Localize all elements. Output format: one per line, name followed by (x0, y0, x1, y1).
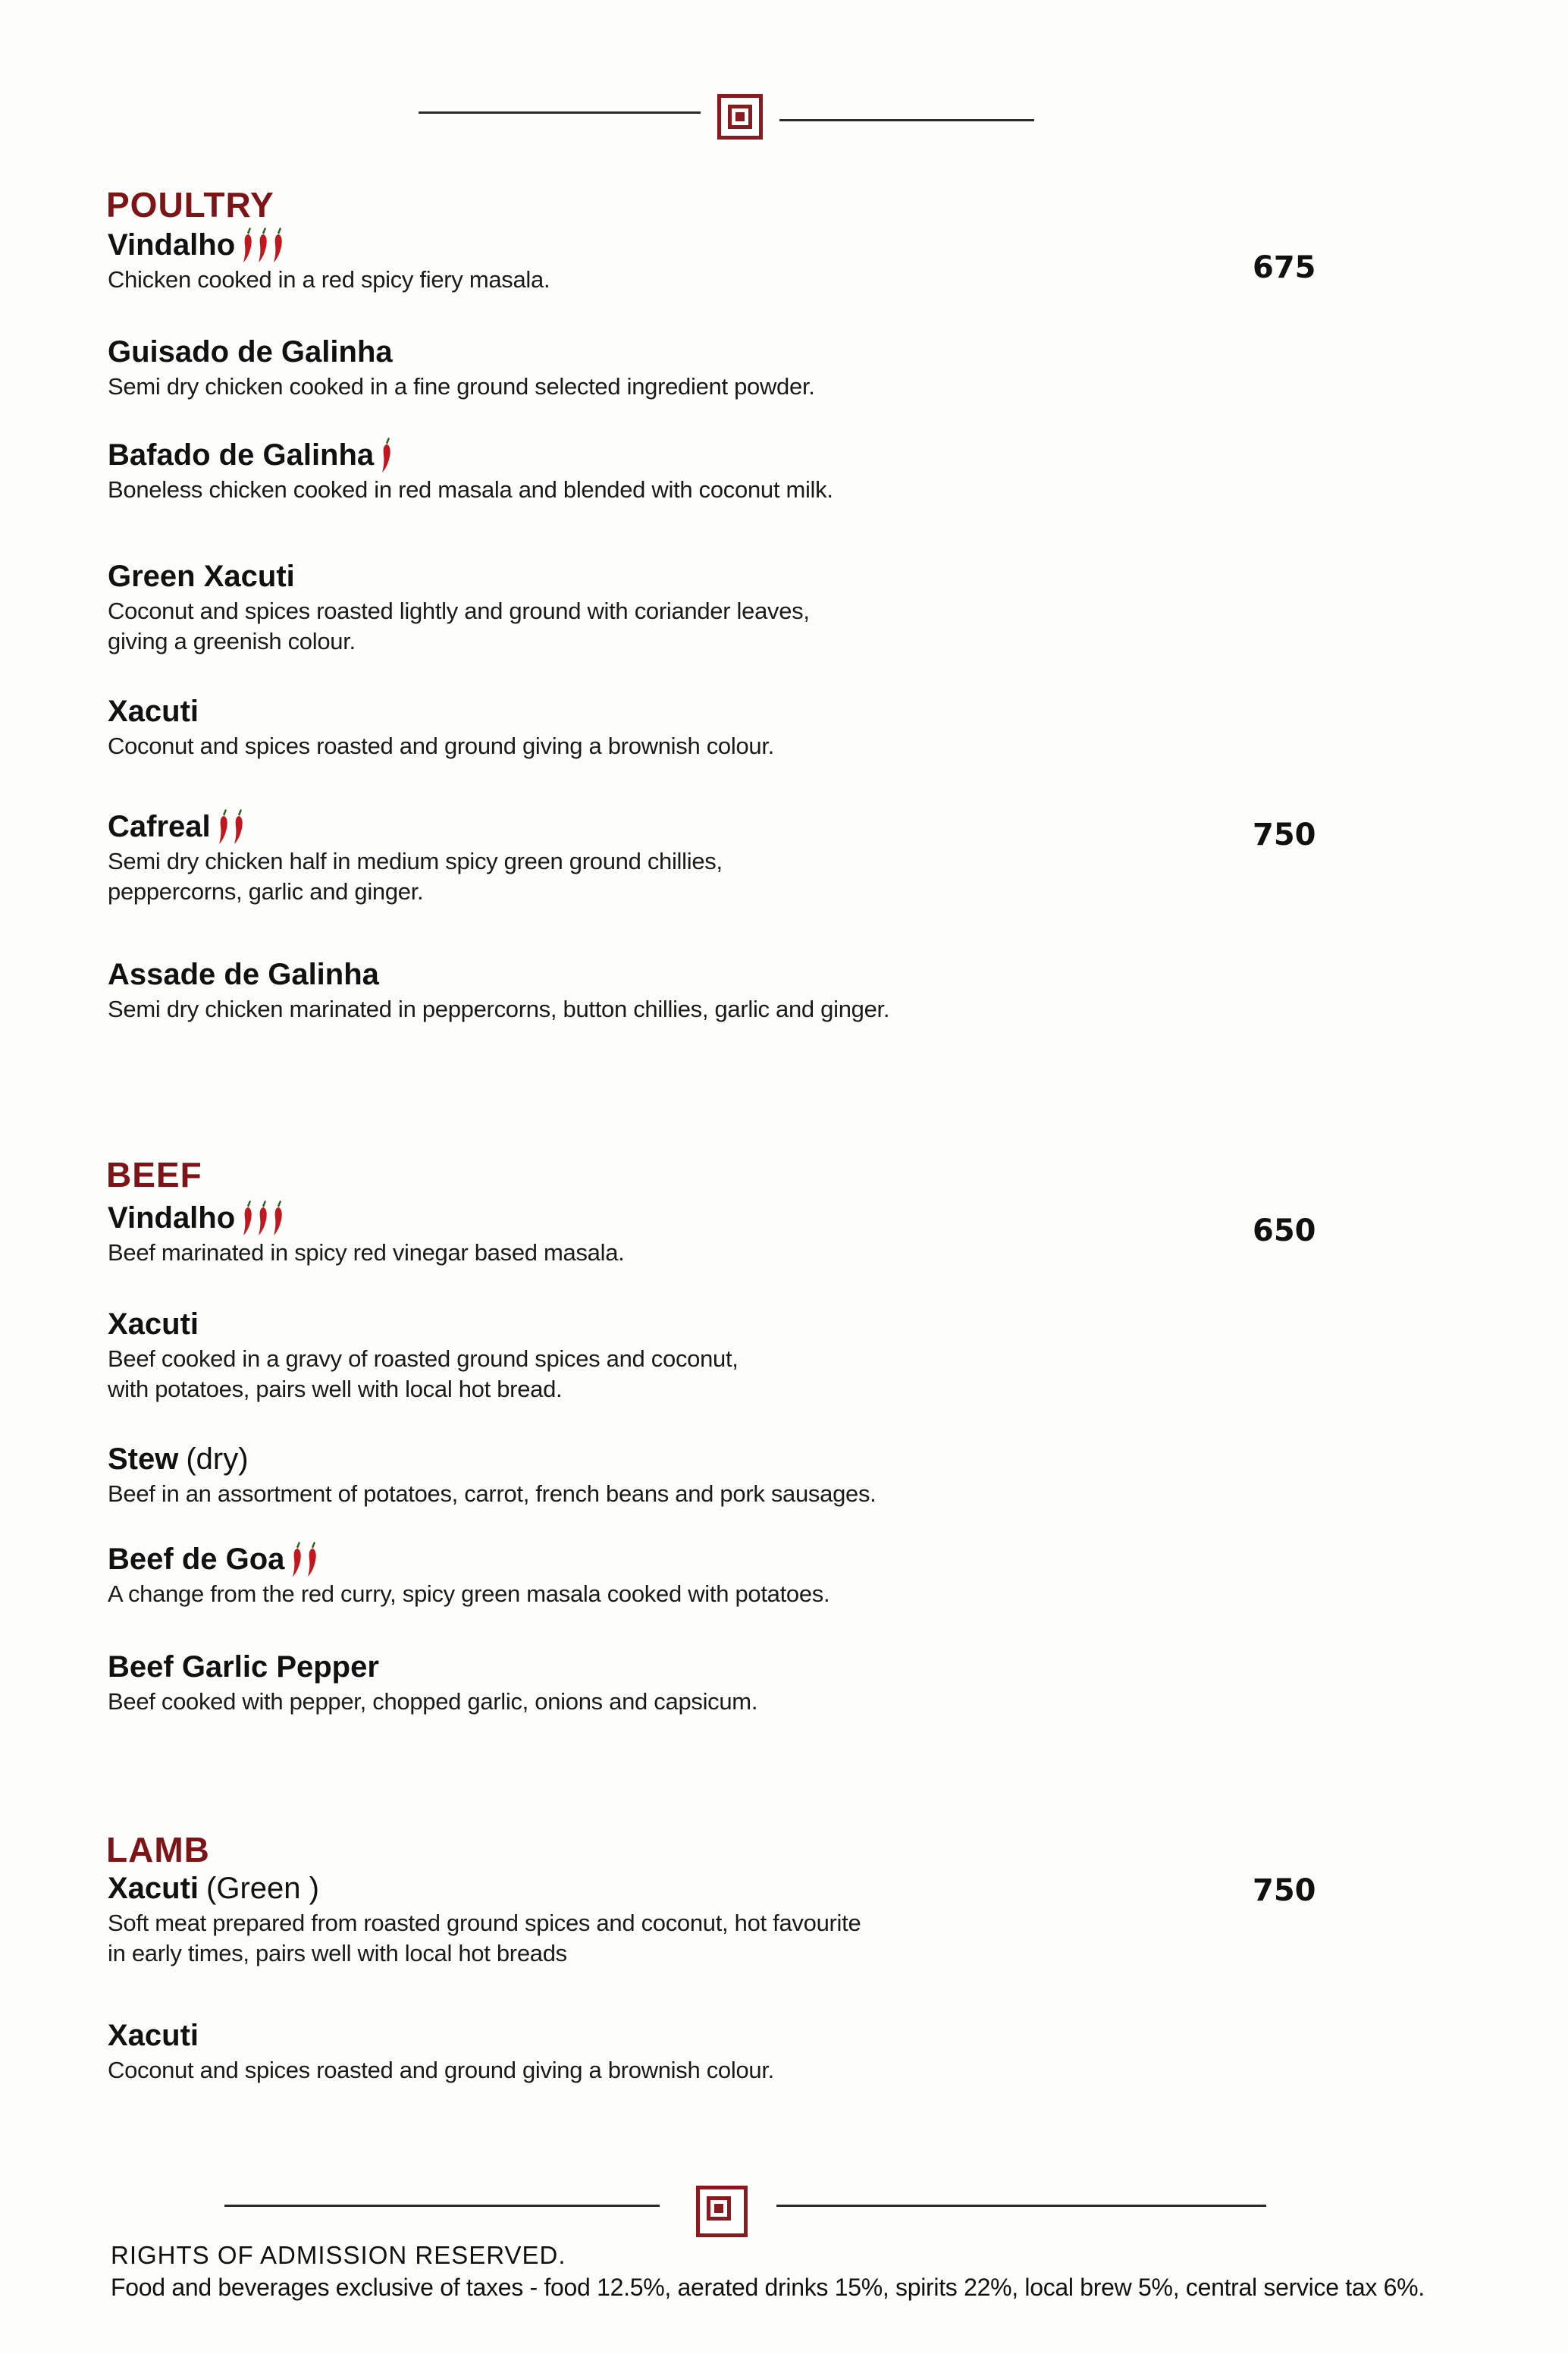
item-name: Xacuti (108, 2019, 199, 2052)
item-description: Beef cooked in a gravy of roasted ground spices and coconut, with potatoes, pairs well with local hot bread. (108, 1345, 739, 1402)
item-name: Green Xacuti (108, 560, 295, 593)
chilli-icon (256, 225, 271, 265)
chilli-icon (290, 1540, 306, 1579)
menu-item (108, 1869, 1207, 1969)
chilli-icon (271, 1198, 287, 1238)
item-name: Assade de Galinha (108, 958, 379, 991)
chilli-rating-icon (217, 807, 247, 846)
item-description: Coconut and spices roasted and ground giving a brownish colour. (108, 733, 774, 759)
item-name-suffix: (Green ) (206, 1872, 319, 1905)
bottom-rule-right (776, 2205, 1266, 2207)
item-price: 675 (1253, 250, 1316, 285)
section-title-beef: BEEF (106, 1155, 202, 1194)
item-name: Bafado de Galinha (108, 438, 375, 472)
item-description: Semi dry chicken half in medium spicy green ground chillies, peppercorns, garlic and ginger. (108, 848, 723, 905)
chilli-icon (241, 225, 256, 265)
menu-item (108, 692, 1207, 761)
footer-title: RIGHTS OF ADMISSION RESERVED. (111, 2241, 566, 2269)
chilli-rating-icon (380, 435, 395, 475)
chilli-icon (256, 1198, 271, 1238)
chilli-icon (217, 807, 232, 846)
section-title-lamb: LAMB (106, 1830, 210, 1869)
item-description: Semi dry chicken marinated in peppercorns, button chillies, garlic and ginger. (108, 996, 890, 1022)
menu-item (108, 1304, 1207, 1405)
menu-item (108, 435, 1207, 505)
item-description: Chicken cooked in a red spicy fiery masala. (108, 266, 550, 293)
chilli-icon (241, 1198, 256, 1238)
footer-tax-note: Food and beverages exclusive of taxes - food 12.5%, aerated drinks 15%, spirits 22%, local brew 5%, central service tax 6%. (111, 2274, 1425, 2301)
item-name: Stew (108, 1442, 179, 1476)
menu-item (108, 557, 1207, 657)
item-description: Semi dry chicken cooked in a fine ground selected ingredient powder. (108, 373, 815, 400)
item-price: 750 (1253, 818, 1316, 852)
top-emblem-icon (717, 94, 763, 140)
item-name: Xacuti (108, 1307, 199, 1341)
menu-item (108, 2016, 1207, 2086)
chilli-rating-icon (241, 225, 287, 265)
item-name: Guisado de Galinha (108, 335, 393, 369)
menu-item (108, 1439, 1207, 1509)
menu-item (108, 225, 1207, 295)
bottom-emblem-icon (696, 2186, 748, 2237)
item-description: Beef marinated in spicy red vinegar based masala. (108, 1239, 625, 1266)
menu-item (108, 955, 1207, 1025)
chilli-icon (380, 435, 395, 475)
item-name: Xacuti (108, 1872, 199, 1905)
menu-item (108, 1540, 1207, 1609)
menu-item (108, 1647, 1207, 1717)
item-price: 750 (1253, 1873, 1316, 1908)
menu-item (108, 807, 1207, 907)
item-description: Boneless chicken cooked in red masala and blended with coconut milk. (108, 476, 833, 503)
item-name: Beef Garlic Pepper (108, 1650, 379, 1684)
chilli-icon (232, 807, 247, 846)
menu-item (108, 1198, 1207, 1268)
top-rule-right (779, 119, 1034, 121)
item-description: A change from the red curry, spicy green masala cooked with potatoes. (108, 1580, 830, 1607)
item-name-suffix: (dry) (186, 1442, 249, 1476)
item-name: Vindalho (108, 1201, 236, 1235)
item-description: Soft meat prepared from roasted ground spices and coconut, hot favourite in early times, pairs well with local hot breads (108, 1910, 861, 1966)
item-name: Beef de Goa (108, 1543, 285, 1576)
top-rule-left (419, 111, 701, 114)
chilli-rating-icon (241, 1198, 287, 1238)
chilli-icon (271, 225, 287, 265)
bottom-rule-left (224, 2205, 660, 2207)
item-description: Coconut and spices roasted and ground giving a brownish colour. (108, 2057, 774, 2083)
item-price: 650 (1253, 1213, 1316, 1248)
chilli-icon (306, 1540, 321, 1579)
chilli-rating-icon (290, 1540, 321, 1579)
item-description: Beef cooked with pepper, chopped garlic, onions and capsicum. (108, 1688, 758, 1715)
item-description: Coconut and spices roasted lightly and ground with coriander leaves, giving a greenish colour. (108, 598, 810, 654)
item-name: Vindalho (108, 228, 236, 262)
section-title-poultry: POULTRY (106, 185, 274, 224)
menu-item (108, 332, 1207, 402)
item-name: Cafreal (108, 810, 211, 843)
item-description: Beef in an assortment of potatoes, carrot, french beans and pork sausages. (108, 1480, 877, 1507)
item-name: Xacuti (108, 695, 199, 728)
